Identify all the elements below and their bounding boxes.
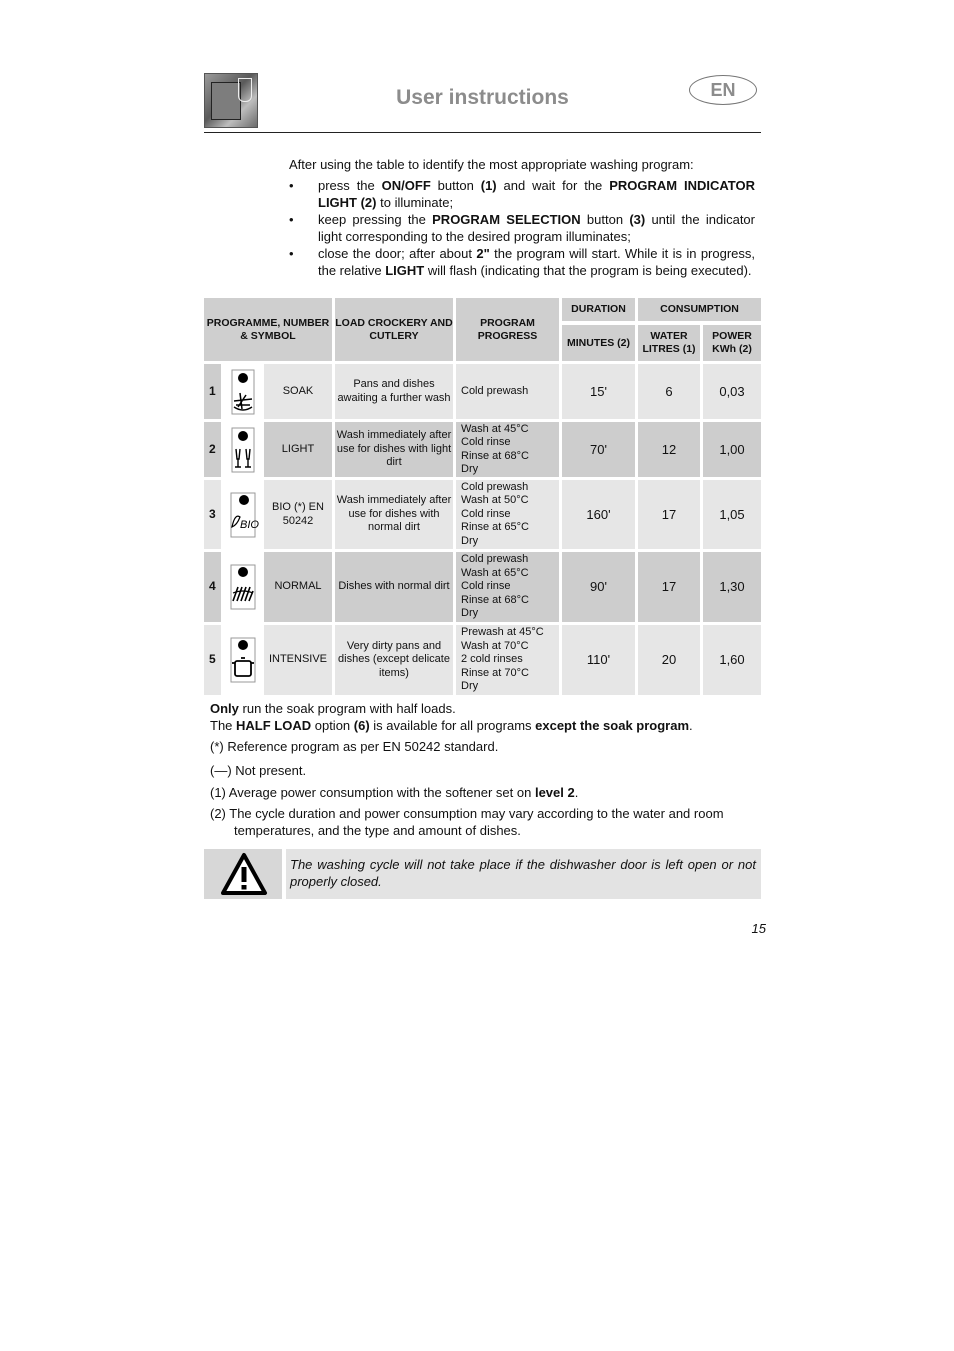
bullet-icon: • [289, 178, 294, 193]
not-present-note: (—) Not present. [210, 763, 307, 778]
normal-cutlery-icon [224, 552, 261, 622]
load-description: Wash immediately after use for dishes with light dirt [335, 422, 453, 477]
light-glasses-icon [224, 422, 261, 477]
power-kwh: 1,60 [703, 625, 761, 695]
program-progress: Cold prewash Wash at 50°C Cold rinse Rinse at 65°C Dry [456, 480, 559, 549]
duration-minutes: 110' [562, 625, 635, 695]
row-number: 3 [204, 480, 221, 549]
bio-icon [224, 480, 261, 549]
dishwasher-logo-icon [204, 73, 258, 128]
program-name: LIGHT [264, 422, 332, 477]
duration-minutes: 15' [562, 364, 635, 419]
water-litres: 12 [638, 422, 700, 477]
duration-minutes: 70' [562, 422, 635, 477]
power-kwh: 1,30 [703, 552, 761, 622]
page-number: 15 [751, 921, 766, 936]
water-litres: 17 [638, 552, 700, 622]
language-badge: EN [689, 75, 757, 105]
water-litres: 17 [638, 480, 700, 549]
instruction-item-2: • keep pressing the PROGRAM SELECTION button (3) until the indicator light corresponding to the desired program illuminates; [289, 212, 755, 244]
row-number: 2 [204, 422, 221, 477]
warning-text: The washing cycle will not take place if the dishwasher door is left open or not properly closed. [290, 857, 756, 889]
footnote-1: (1) Average power consumption with the softener set on level 2. [210, 785, 579, 800]
instruction-list [289, 177, 755, 279]
program-progress: Cold prewash Wash at 65°C Cold rinse Rinse at 68°C Dry [456, 552, 559, 622]
program-name: NORMAL [264, 552, 332, 622]
row-number: 5 [204, 625, 221, 695]
soak-note: Only run the soak program with half loads. [210, 701, 456, 716]
intensive-pot-icon [224, 625, 261, 695]
intro-instructions [289, 156, 755, 279]
load-description: Wash immediately after use for dishes with normal dirt [335, 480, 453, 549]
load-description: Dishes with normal dirt [335, 552, 453, 622]
program-table [204, 298, 761, 695]
row-number: 1 [204, 364, 221, 419]
page-title: User instructions [396, 86, 569, 109]
header-load: LOAD CROCKERY AND CUTLERY [335, 298, 453, 361]
header-duration: DURATION [562, 298, 635, 321]
water-litres: 6 [638, 364, 700, 419]
bullet-icon: • [289, 212, 294, 227]
footnote-2: (2) The cycle duration and power consumption may vary according to the water and room temperatures, and the type and amount of dishes. [210, 806, 724, 838]
intro-lead: After using the table to identify the most appropriate washing program: [289, 157, 694, 172]
row-number: 4 [204, 552, 221, 622]
water-litres: 20 [638, 625, 700, 695]
program-name: INTENSIVE [264, 625, 332, 695]
half-load-note: The HALF LOAD option (6) is available for all programs except the soak program. [210, 718, 693, 733]
header-minutes: MINUTES (2) [562, 325, 635, 361]
duration-minutes: 90' [562, 552, 635, 622]
header-progress: PROGRAM PROGRESS [456, 298, 559, 361]
soak-icon [224, 364, 261, 419]
instruction-item-1: • press the ON/OFF button (1) and wait for the PROGRAM INDICATOR LIGHT (2) to illuminate; [289, 178, 755, 210]
power-kwh: 1,00 [703, 422, 761, 477]
header-programme: PROGRAMME, NUMBER & SYMBOL [204, 298, 332, 361]
instruction-item-3: • close the door; after about 2" the program will start. While it is in progress, the relative LIGHT will flash (indicating that the program is being executed). [289, 246, 756, 278]
dash-icon: — [214, 763, 228, 778]
header-divider [204, 132, 761, 133]
power-kwh: 1,05 [703, 480, 761, 549]
program-progress: Wash at 45°C Cold rinse Rinse at 68°C Dry [456, 422, 559, 477]
duration-minutes: 160' [562, 480, 635, 549]
warning-icon-box [204, 849, 282, 899]
header-power: POWER KWh (2) [703, 325, 761, 361]
reference-note: (*) Reference program as per EN 50242 standard. [210, 739, 499, 754]
program-name: BIO (*) EN 50242 [264, 480, 332, 549]
warning-triangle-icon [220, 852, 268, 896]
program-name: SOAK [264, 364, 332, 419]
table-notes [210, 700, 758, 839]
program-progress: Cold prewash [456, 364, 559, 419]
load-description: Pans and dishes awaiting a further wash [335, 364, 453, 419]
header-consumption: CONSUMPTION [638, 298, 761, 321]
header-water: WATER LITRES (1) [638, 325, 700, 361]
program-progress: Prewash at 45°C Wash at 70°C 2 cold rinses Rinse at 70°C Dry [456, 625, 559, 695]
power-kwh: 0,03 [703, 364, 761, 419]
load-description: Very dirty pans and dishes (except delicate items) [335, 625, 453, 695]
svg-text:BIO: BIO [239, 518, 259, 531]
bullet-icon: • [289, 246, 294, 261]
